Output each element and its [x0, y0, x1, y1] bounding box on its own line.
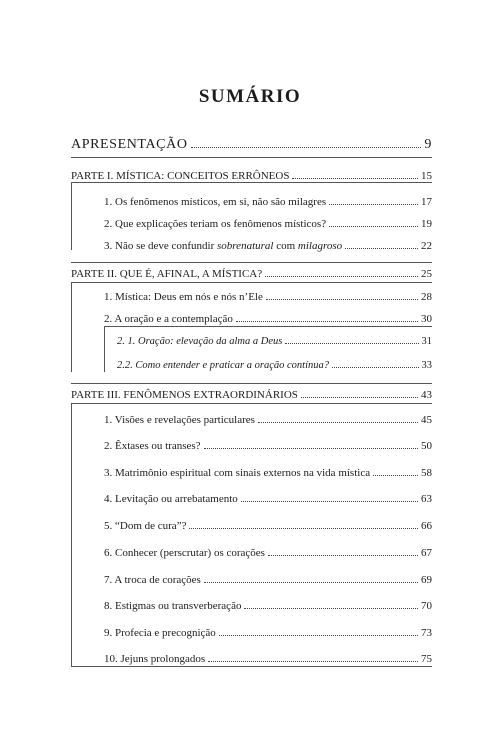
- dot-leader: [292, 167, 418, 179]
- toc-entry-presentation[interactable]: [71, 136, 432, 154]
- toc-entry[interactable]: [104, 571, 432, 589]
- toc-entry-part-2[interactable]: [71, 265, 432, 283]
- toc-entry-label: 4. Levitação ou arrebatamento: [104, 493, 238, 505]
- dot-leader: [373, 464, 418, 476]
- toc-entry-page: 31: [421, 336, 432, 347]
- label-part: 3. Não se deve confundir: [104, 240, 218, 252]
- section-bracket: [71, 182, 72, 250]
- toc-entry[interactable]: [104, 544, 432, 562]
- dot-leader: [204, 571, 418, 583]
- toc-entry-page: 67: [421, 547, 432, 559]
- toc-entry-label: 3. Matrimônio espiritual com sinais externos na vida mística: [104, 467, 371, 479]
- toc-entry-page: 33: [421, 360, 432, 371]
- toc-entry-page: 28: [421, 291, 432, 303]
- toc-entry-page: 63: [421, 493, 432, 505]
- section-divider: [71, 262, 432, 263]
- section-divider: [71, 157, 432, 158]
- toc-entry-page: 30: [421, 313, 432, 325]
- toc-entry-label: 6. Conhecer (perscrutar) os corações: [104, 547, 265, 559]
- dot-leader: [236, 310, 418, 322]
- dot-leader: [268, 544, 418, 556]
- toc-entry[interactable]: [104, 288, 432, 306]
- toc-entry[interactable]: [104, 517, 432, 535]
- toc-entry[interactable]: [104, 624, 432, 642]
- dot-leader: [208, 650, 418, 662]
- toc-entry-label: 2. Êxtases ou transes?: [104, 440, 201, 452]
- toc-entry-page: 70: [421, 600, 432, 612]
- label-part: com: [273, 240, 298, 252]
- dot-leader: [189, 517, 418, 529]
- toc-entry-label: 2. Que explicações teriam os fenômenos místicos?: [104, 218, 327, 230]
- toc-entry-page: 22: [421, 240, 432, 252]
- dot-leader: [241, 490, 418, 502]
- toc-entry[interactable]: [104, 464, 432, 482]
- dot-leader: [204, 437, 418, 449]
- toc-entry-page: 45: [421, 414, 432, 426]
- label-emphasis: milagroso: [297, 240, 343, 252]
- toc-entry-page: 9: [424, 137, 432, 152]
- dot-leader: [285, 332, 418, 344]
- section-divider: [71, 282, 432, 283]
- toc-entry-page: 25: [421, 268, 432, 280]
- section-bracket: [71, 282, 72, 372]
- dot-leader: [332, 356, 418, 368]
- toc-entry-page: 50: [421, 440, 432, 452]
- section-divider: [71, 666, 432, 667]
- toc-entry-label: PARTE II. QUE É, AFINAL, A MÍSTICA?: [71, 268, 263, 280]
- toc-entry-label: PARTE I. MÍSTICA: CONCEITOS ERRÔNEOS: [71, 170, 290, 182]
- toc-entry-label: 2.2. Como entender e praticar a oração contínua?: [117, 360, 330, 371]
- toc-entry-page: 66: [421, 520, 432, 532]
- toc-entry-page: 73: [421, 627, 432, 639]
- toc-entry[interactable]: [104, 193, 432, 211]
- toc-entry[interactable]: [104, 411, 432, 429]
- toc-entry-page: 19: [421, 218, 432, 230]
- toc-entry-label: 10. Jejuns prolongados: [104, 653, 206, 665]
- section-divider: [71, 383, 432, 384]
- dot-leader: [266, 288, 418, 300]
- toc-entry-label: 1. Visões e revelações particulares: [104, 414, 255, 426]
- dot-leader: [329, 215, 418, 227]
- toc-entry-label: APRESENTAÇÃO: [71, 137, 188, 152]
- toc-entry-page: 58: [421, 467, 432, 479]
- toc-subentry[interactable]: [117, 332, 432, 350]
- section-divider: [71, 182, 432, 183]
- subsection-bracket: [104, 326, 105, 372]
- toc-entry-label: 2. 1. Oração: elevação da alma a Deus: [117, 336, 283, 347]
- toc-entry-label: 9. Profecia e precognição: [104, 627, 216, 639]
- toc-entry-label: 1. Os fenômenos místicos, em si, não são milagres: [104, 196, 327, 208]
- dot-leader: [301, 386, 418, 398]
- toc-entry[interactable]: [104, 237, 432, 255]
- dot-leader: [345, 237, 418, 249]
- toc-entry-page: 15: [421, 170, 432, 182]
- dot-leader: [265, 265, 418, 277]
- dot-leader: [219, 624, 418, 636]
- dot-leader: [191, 136, 422, 148]
- toc-entry-label: 5. “Dom de cura”?: [104, 520, 187, 532]
- dot-leader: [244, 597, 418, 609]
- page-title: SUMÁRIO: [198, 86, 302, 107]
- subsection-divider: [104, 326, 432, 327]
- section-divider: [71, 403, 432, 404]
- toc-entry[interactable]: [104, 437, 432, 455]
- toc-entry[interactable]: [104, 490, 432, 508]
- dot-leader: [258, 411, 418, 423]
- section-bracket: [71, 403, 72, 666]
- toc-entry-label: PARTE III. FENÔMENOS EXTRAORDINÁRIOS: [71, 389, 298, 401]
- toc-entry-label: 7. A troca de corações: [104, 574, 201, 586]
- toc-subentry[interactable]: [117, 356, 432, 374]
- label-emphasis: sobrenatural: [217, 240, 274, 252]
- toc-entry-label: [104, 240, 342, 252]
- dot-leader: [329, 193, 418, 205]
- toc-entry-page: 17: [421, 196, 432, 208]
- toc-entry-label: 2. A oração e a contemplação: [104, 313, 233, 325]
- toc-entry-page: 75: [421, 653, 432, 665]
- toc-entry[interactable]: [104, 215, 432, 233]
- toc-entry-part-3[interactable]: [71, 386, 432, 404]
- toc-entry-label: 8. Estigmas ou transverberação: [104, 600, 242, 612]
- toc-entry-page: 43: [421, 389, 432, 401]
- toc-entry[interactable]: [104, 597, 432, 615]
- toc-entry-page: 69: [421, 574, 432, 586]
- toc-entry-label: 1. Mística: Deus em nós e nós n’Ele: [104, 291, 263, 303]
